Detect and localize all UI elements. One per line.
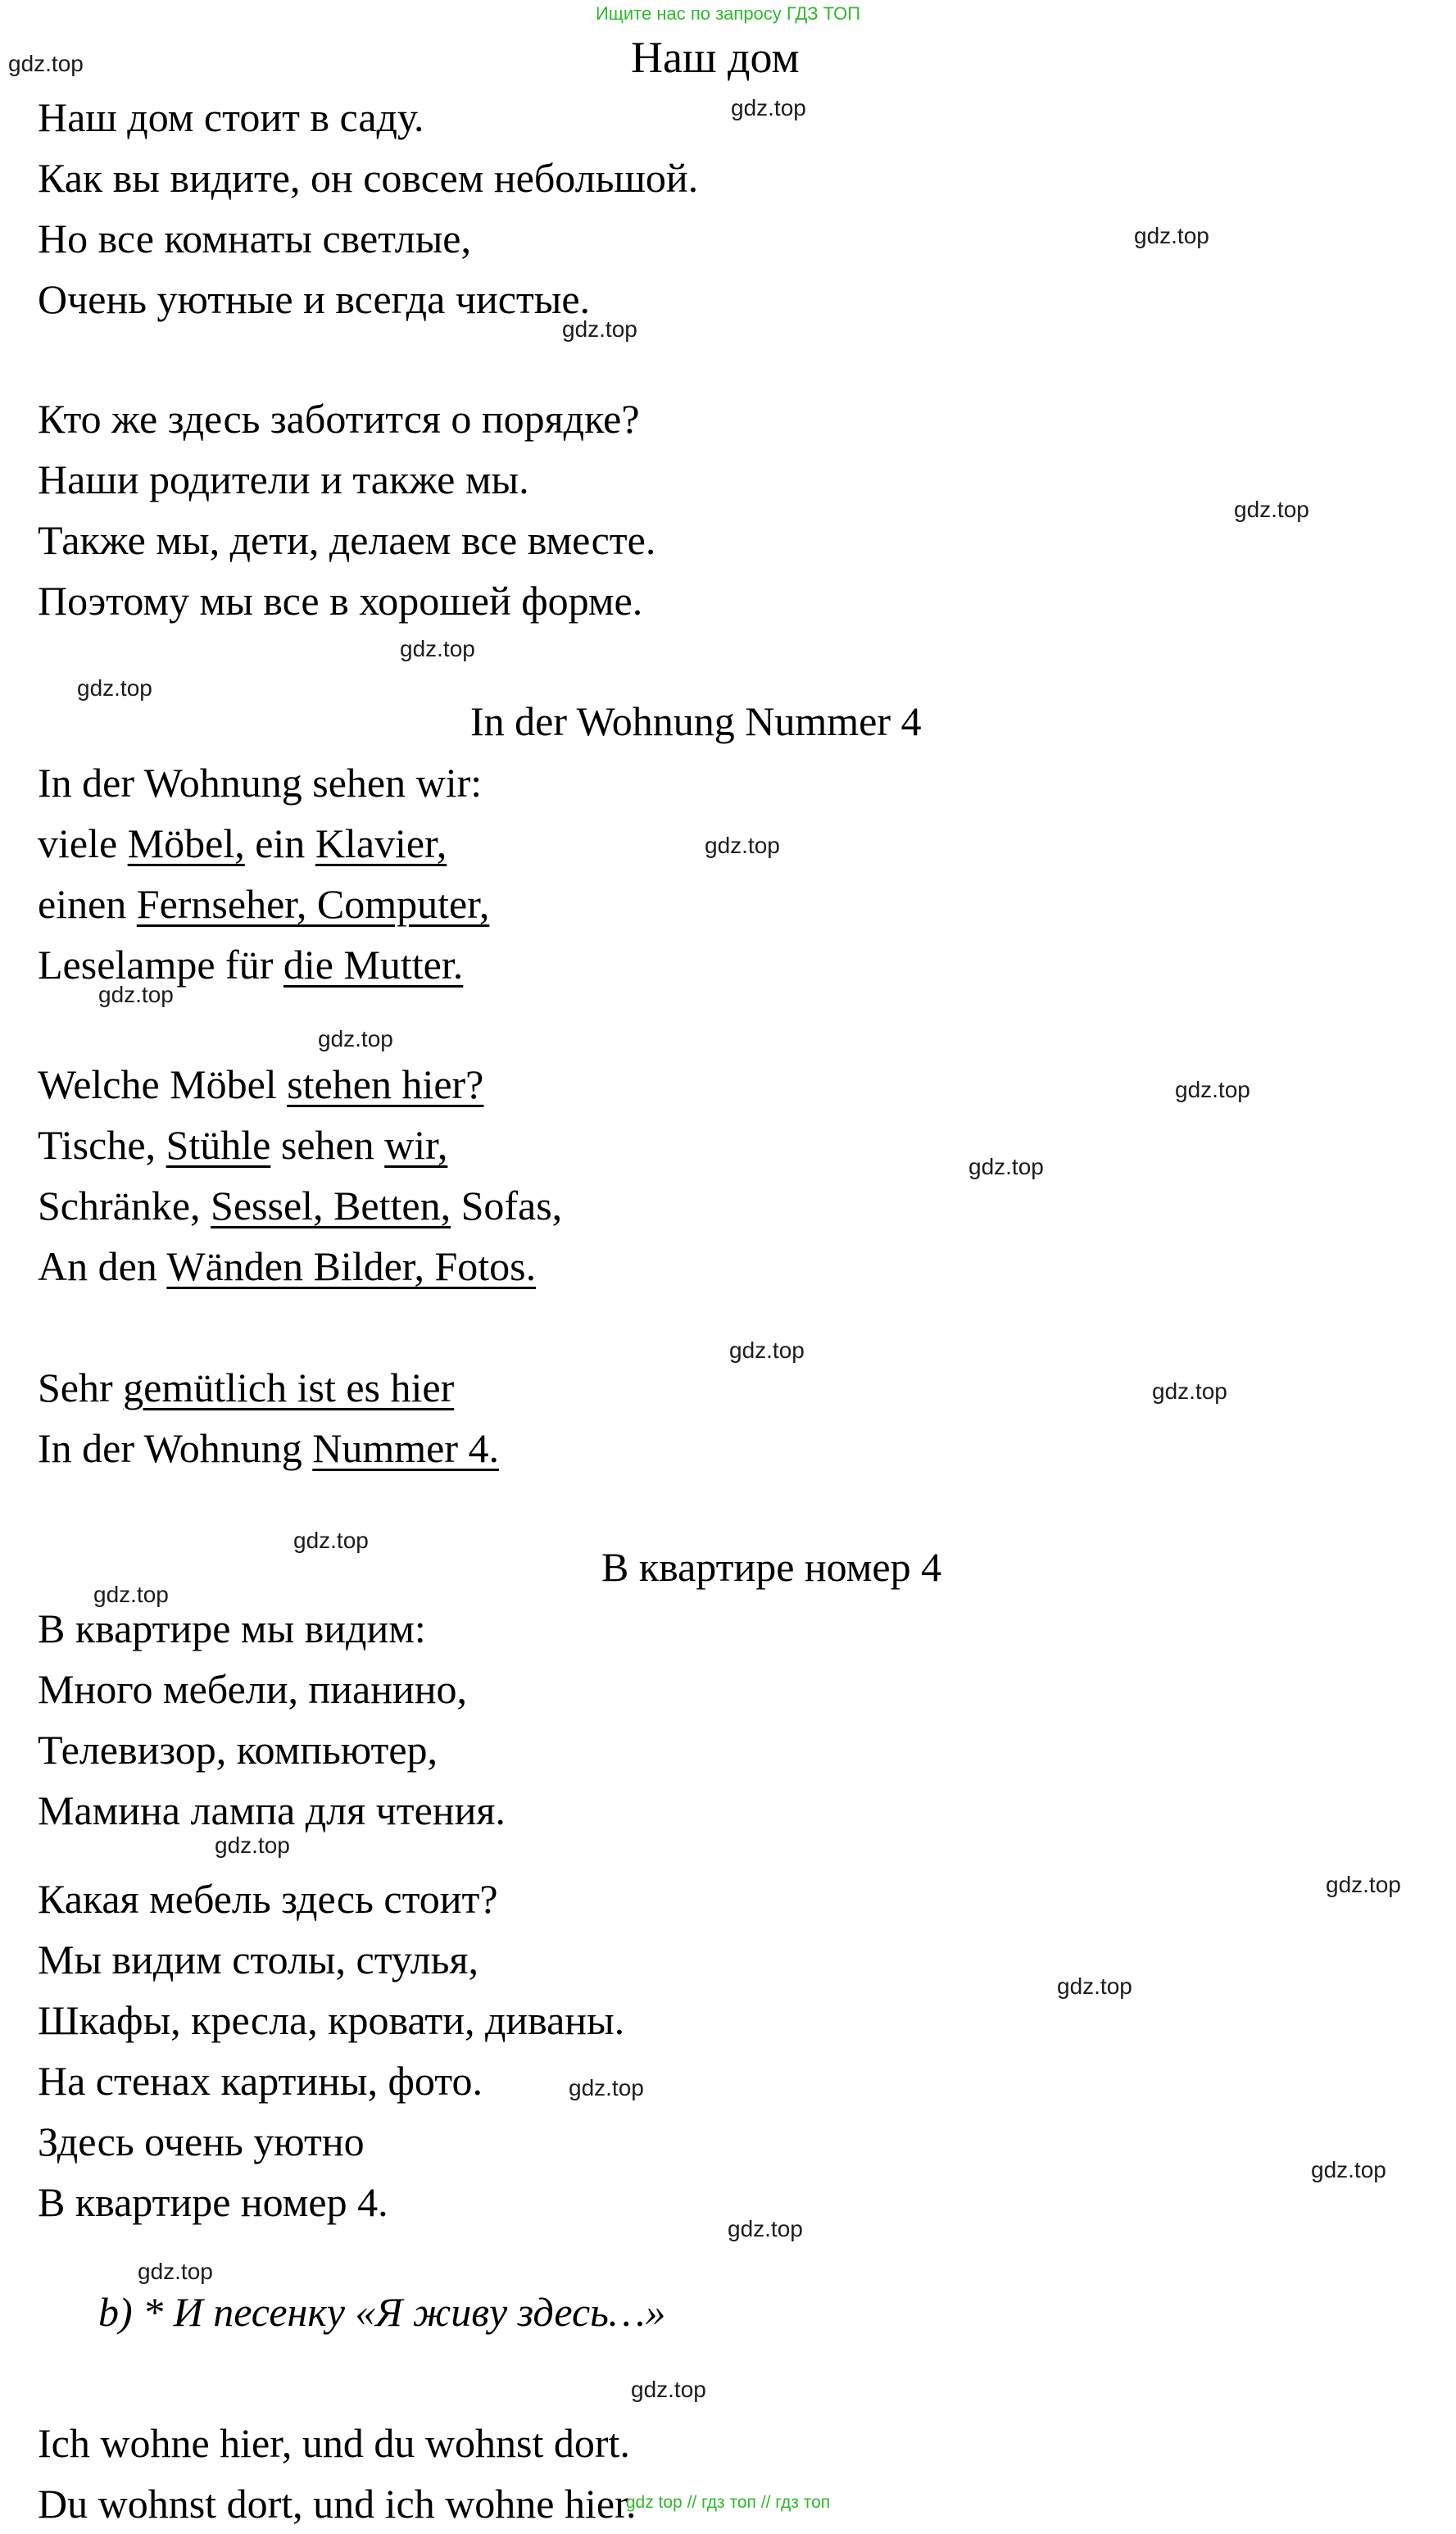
word: viele: [38, 820, 128, 866]
poem-line: Шкафы, кресла, кровати, диваны.: [38, 1997, 625, 2043]
poem-line: [38, 874, 489, 934]
poem-line: [38, 1418, 499, 1478]
poem-line: Наш дом стоит в саду.: [38, 94, 424, 140]
watermark: gdz.top: [1152, 1378, 1227, 1404]
word: Welche Möbel: [38, 1061, 288, 1107]
poem-ru1-stanza-2: [38, 388, 655, 631]
watermark: gdz.top: [93, 1582, 169, 1607]
poem-line: В квартире номер 4.: [38, 2179, 388, 2225]
watermark: gdz.top: [562, 316, 637, 342]
word: Tische,: [38, 1122, 166, 1168]
poem-line: [38, 813, 489, 874]
bottom-banner: gdz top // гдз топ // гдз топ: [625, 2493, 831, 2512]
watermark: gdz.top: [98, 982, 174, 1007]
word: In der Wohnung sehen wir:: [38, 760, 483, 806]
watermark: gdz.top: [731, 95, 806, 120]
poem-line: Наши родители и также мы.: [38, 456, 529, 502]
underlined-word: Möbel,: [127, 820, 245, 866]
word: Sofas,: [451, 1183, 563, 1228]
underlined-word: wir,: [384, 1122, 448, 1168]
word: Schränke,: [38, 1183, 211, 1228]
poem-line: Мы видим столы, стулья,: [38, 1937, 479, 1982]
word: In der Wohnung: [38, 1425, 313, 1471]
task-b-song-note: b) * И песенку «Я живу здесь…»: [98, 2289, 666, 2335]
watermark: gdz.top: [1326, 1872, 1401, 1897]
poem-de-stanza-2: [38, 1054, 562, 1297]
poem-title-apartment: В квартире номер 4: [601, 1544, 942, 1590]
poem-line: Поэтому мы все в хорошей форме.: [38, 578, 643, 624]
poem-ru1-stanza-1: [38, 87, 698, 329]
watermark: gdz.top: [569, 2075, 644, 2100]
underlined-word: Sessel, Betten,: [211, 1183, 451, 1228]
poem-title-our-house: Наш дом: [631, 33, 800, 82]
poem-de-stanza-1: [38, 752, 489, 995]
watermark: gdz.top: [1175, 1077, 1250, 1102]
watermark: gdz.top: [729, 1337, 805, 1363]
watermark: gdz.top: [293, 1528, 369, 1553]
watermark: gdz.top: [215, 1832, 290, 1858]
poem-title-german: In der Wohnung Nummer 4: [470, 698, 922, 744]
underlined-word: Nummer 4.: [312, 1425, 500, 1471]
underlined-word: stehen hier?: [287, 1061, 484, 1107]
underlined-word: gemütlich ist es hier: [123, 1365, 455, 1410]
poem-line: [38, 752, 489, 813]
word: einen: [38, 881, 137, 927]
poem-line: Очень уютные и всегда чистые.: [38, 276, 591, 322]
poem-line: [38, 1357, 499, 1418]
poem-line: Также мы, дети, делаем все вместе.: [38, 517, 656, 563]
poem-line: Но все комнаты светлые,: [38, 216, 472, 261]
poem-line: Какая мебель здесь стоит?: [38, 1876, 498, 1922]
poem-line: Телевизор, компьютер,: [38, 1727, 438, 1773]
poem-ru2-stanza-2: [38, 1869, 624, 2232]
watermark: gdz.top: [400, 636, 475, 661]
watermark: gdz.top: [705, 833, 780, 858]
watermark: gdz.top: [1234, 497, 1309, 522]
top-banner: Ищите нас по запросу ГДЗ ТОП: [595, 3, 861, 24]
watermark: gdz.top: [8, 51, 84, 76]
underlined-word: Wänden Bilder, Fotos.: [166, 1243, 537, 1289]
watermark: gdz.top: [631, 2377, 706, 2402]
poem-line: Ich wohne hier, und du wohnst dort.: [38, 2420, 630, 2466]
poem-line: Кто же здесь заботится о порядке?: [38, 396, 640, 442]
poem-line: В квартире мы видим:: [38, 1605, 426, 1651]
poem-line: Как вы видите, он совсем небольшой.: [38, 155, 699, 201]
underlined-word: Klavier,: [315, 820, 447, 866]
poem-line: Мамина лампа для чтения.: [38, 1787, 506, 1833]
watermark: gdz.top: [1134, 223, 1209, 248]
poem-line: [38, 934, 489, 995]
word: ein: [244, 820, 315, 866]
poem-de-stanza-3: [38, 1357, 499, 1478]
word: An den: [38, 1243, 167, 1289]
poem-line: Du wohnst dort, und ich wohne hier.: [38, 2481, 637, 2527]
underlined-word: Stühle: [166, 1122, 271, 1168]
watermark: gdz.top: [968, 1154, 1044, 1179]
watermark: gdz.top: [728, 2216, 803, 2241]
poem-line: [38, 1054, 562, 1115]
poem-line: [38, 1115, 562, 1175]
watermark: gdz.top: [1311, 2157, 1386, 2182]
watermark: gdz.top: [318, 1026, 393, 1051]
word: Leselampe für: [38, 942, 283, 988]
poem-line: На стенах картины, фото.: [38, 2058, 483, 2104]
poem-de2-couplet: [38, 2413, 636, 2534]
watermark: gdz.top: [138, 2259, 213, 2284]
poem-line: Много мебели, пианино,: [38, 1666, 467, 1712]
watermark: gdz.top: [77, 675, 152, 701]
underlined-word: Fernseher, Computer,: [136, 881, 490, 927]
poem-line: [38, 1175, 562, 1236]
watermark: gdz.top: [1057, 1973, 1132, 1999]
word: sehen: [270, 1122, 385, 1168]
poem-line: [38, 1236, 562, 1297]
poem-line: Здесь очень уютно: [38, 2118, 365, 2164]
poem-ru2-stanza-1: [38, 1598, 506, 1841]
word: Sehr: [38, 1365, 124, 1410]
underlined-word: die Mutter.: [283, 942, 464, 988]
